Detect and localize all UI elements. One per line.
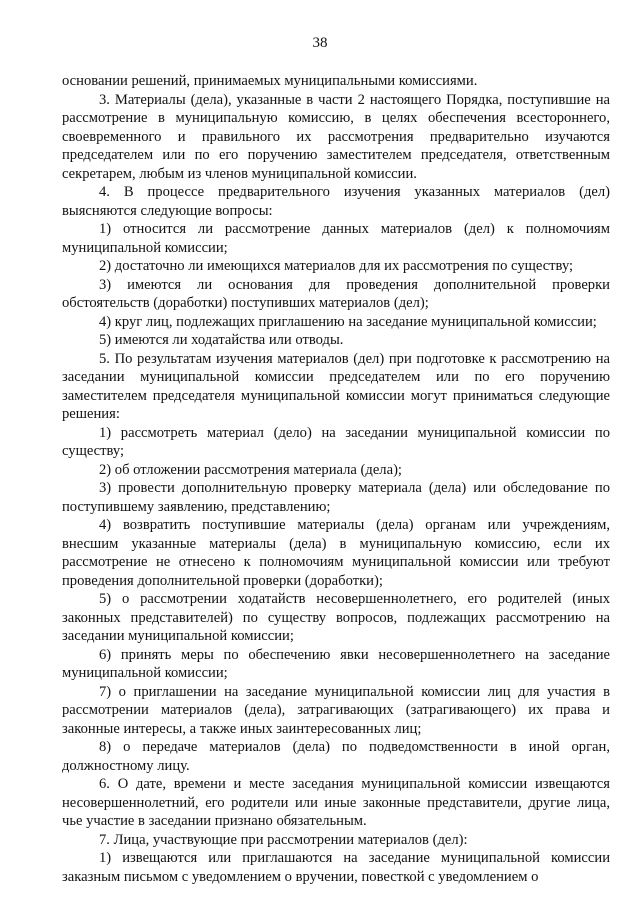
paragraph: 3. Материалы (дела), указанные в части 2 настоящего Порядка, поступившие на рассмотрение в муниципальную комиссию, в целях обеспечения всестороннего, своевременного и правильного их рассмотрения предварительно изучаются председателем или по его поручению заместителем председателя, ответственным секретарем, любым из членов муниципальной комиссии. bbox=[62, 91, 610, 182]
paragraph: 5. По результатам изучения материалов (дел) при подготовке к рассмотрению на заседании муниципальной комиссии председателем или по его поручению заместителем председателя муниципальной комиссии могут приниматься следующие решения: bbox=[62, 350, 610, 422]
page-number: 38 bbox=[312, 35, 328, 51]
paragraph: 6. О дате, времени и месте заседания муниципальной комиссии извещаются несовершеннолетний, его родители или иные законные представители, другие лица, чье участие в заседании признано обязательным. bbox=[62, 776, 610, 829]
list-item: 1) рассмотреть материал (дело) на заседании муниципальной комиссии по существу; bbox=[62, 424, 610, 459]
list-item: 7) о приглашении на заседание муниципальной комиссии лиц для участия в рассмотрении материалов (дела), затрагивающих (затрагивающего) их права и законные интересы, а также иных заинтересованных лиц; bbox=[62, 683, 610, 737]
document-body bbox=[62, 72, 610, 886]
list-item: 5) о рассмотрении ходатайств несовершеннолетнего, его родителей (иных законных представителей) по существу вопросов, подлежащих рассмотрению на заседании муниципальной комиссии; bbox=[62, 591, 610, 644]
list-item: 8) о передаче материалов (дела) по подведомственности в иной орган, должностному лицу. bbox=[62, 739, 610, 774]
paragraph: основании решений, принимаемых муниципальными комиссиями. bbox=[62, 73, 478, 89]
list-item: 2) достаточно ли имеющихся материалов для их рассмотрения по существу; bbox=[99, 258, 574, 274]
list-item: 6) принять меры по обеспечению явки несовершеннолетнего на заседание муниципальной комиссии; bbox=[62, 646, 610, 681]
list-item: 3) провести дополнительную проверку материала (дела) или обследование по поступившему заявлению, представлению; bbox=[62, 480, 610, 515]
list-item: 5) имеются ли ходатайства или отводы. bbox=[99, 332, 344, 348]
list-item: 2) об отложении рассмотрения материала (дела); bbox=[99, 461, 402, 478]
paragraph: 4. В процессе предварительного изучения указанных материалов (дел) выясняются следующие вопросы: bbox=[62, 184, 610, 219]
list-item: 3) имеются ли основания для проведения дополнительной проверки обстоятельств (доработки) поступивших материалов (дел); bbox=[62, 276, 610, 311]
list-item: 1) извещаются или приглашаются на заседание муниципальной комиссии заказным письмом с уведомлением о вручении, повесткой с уведомлением о bbox=[62, 850, 610, 885]
list-item: 1) относится ли рассмотрение данных материалов (дел) к полномочиям муниципальной комиссии; bbox=[62, 221, 610, 256]
list-item: 4) возвратить поступившие материалы (дела) органам или учреждениям, внесшим указанные материалы (дела) в муниципальную комиссию, если их рассмотрение не отнесено к полномочиям муниципальной комиссии или требуют проведения дополнительной проверки (доработки); bbox=[62, 517, 610, 589]
paragraph: 7. Лица, участвующие при рассмотрении материалов (дел): bbox=[99, 831, 468, 848]
list-item: 4) круг лиц, подлежащих приглашению на заседание муниципальной комиссии; bbox=[99, 313, 597, 330]
